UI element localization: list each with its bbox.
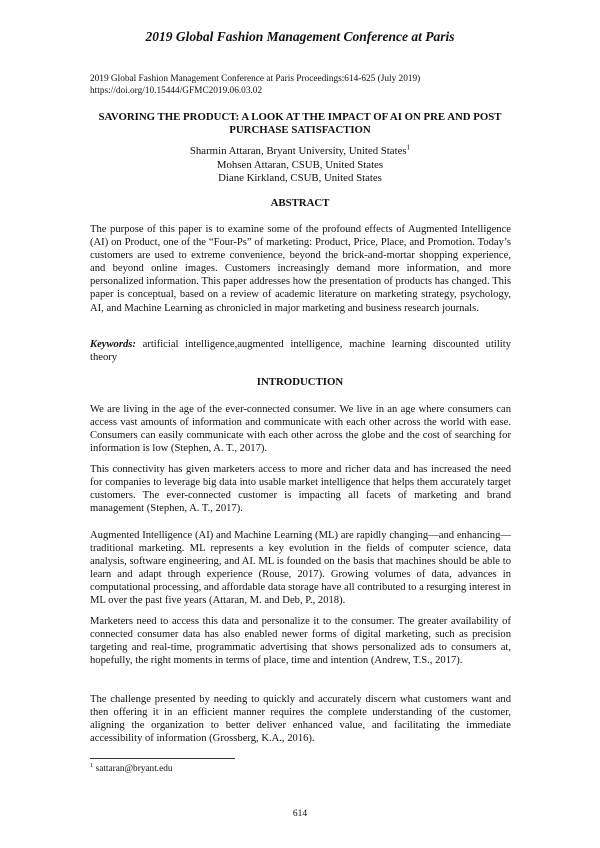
author-line: Sharmin Attaran, Bryant University, United States$^1$ — [189, 143, 411, 157]
body-paragraph: Augmented Intelligence (AI) and Machine Learning (ML) are rapidly changing—and enhancing— traditional marketing. ML represents a key evolution in the fields of computer science, data analysis, software engineering, and AI. ML is founded on the basis that machines should be able to learn and adapt through experience (Rouse, 2017). Growing volumes of data, advances in computational processing, and affordable data storage have all contributed to a resurging interest in ML over the past five years (Attaran, M. and Deb, P., 2018). — [90, 530, 511, 607]
proceedings-line: 2019 Global Fashion Management Conference at Paris Proceedings:614-625 (July 2019) — [90, 74, 421, 84]
author-line: Mohsen Attaran, CSUB, United States — [216, 158, 384, 171]
running-head: 2019 Global Fashion Management Conference at Paris — [145, 29, 455, 44]
introduction-heading: INTRODUCTION — [256, 376, 344, 388]
body-paragraph: We are living in the age of the ever-connected consumer. We live in an age where consumers can access vast amounts of information and communicate with each other across the world with ease. Consumers can easily communicate with each other across the globe and the cost of searching for information is low (Stephen, A. T., 2017). — [90, 404, 511, 455]
author-list — [90, 145, 510, 186]
abstract-paragraph: The purpose of this paper is to examine some of the profound effects of Augmented Intelligence (AI) on Product, one of the “Four-Ps” of marketing: Product, Price, Place, and Promotion. Today’s customers are used to extreme convenience, beyond the brick-and-mortar shopping experience, and beyond online images. Customers increasingly demand more information, and more personalized information. This paper addresses how the presentation of products has changed. This paper is conceptual, based on a review of academic literature on marketing strategy, psychology, AI, and Machine Learning as chronicled in major marketing and business research journals. — [90, 224, 511, 314]
keywords — [90, 338, 511, 364]
footnote-email[interactable]: sattaran@bryant.edu — [93, 764, 173, 774]
keywords-label: Keywords: — [90, 339, 136, 350]
author-line: Diane Kirkland, CSUB, United States — [218, 172, 382, 184]
doi-link[interactable]: https://doi.org/10.15444/GFMC2019.06.03.02 — [90, 86, 263, 96]
footnote-marker: 1 — [406, 143, 411, 152]
body-paragraph: This connectivity has given marketers access to more and richer data and has increased the need for companies to leverage big data into usable market intelligence that helps them accurately target customers. The ever-connected customer is impacting all facets of marketing and brand management (Stephen, A. T., 2017). — [90, 464, 511, 515]
body-paragraph: The challenge presented by needing to quickly and accurately discern what customers want and then offering it in an efficient manner requires the complete understanding of the customer, aligning the organization to better deliver enhanced value, and facilitating the immediate accessibility of information (Grossberg, K.A., 2016). — [90, 694, 511, 745]
footnote — [90, 761, 173, 774]
proceedings-info — [90, 73, 530, 97]
paper-title: SAVORING THE PRODUCT: A LOOK AT THE IMPACT OF AI ON PRE AND POST PURCHASE SATISFACTION — [98, 111, 502, 136]
body-paragraph: Marketers need to access this data and personalize it to the consumer. The greater availability of connected consumer data has also enabled newer forms of digital marketing, such as precision targeting and real-time, programmatic advertising that shows personalized ads to consumers at, hopefully, the right moments in terms of place, time and intention (Andrew, T.S., 2017). — [90, 616, 511, 667]
footnote-number: 1 — [90, 761, 94, 769]
page-number: 614 — [292, 809, 308, 819]
keywords-text: artificial intelligence,augmented intelligence, machine learning discounted utility theory — [90, 339, 511, 364]
footnote-divider — [90, 758, 235, 759]
abstract-heading: ABSTRACT — [270, 197, 330, 209]
